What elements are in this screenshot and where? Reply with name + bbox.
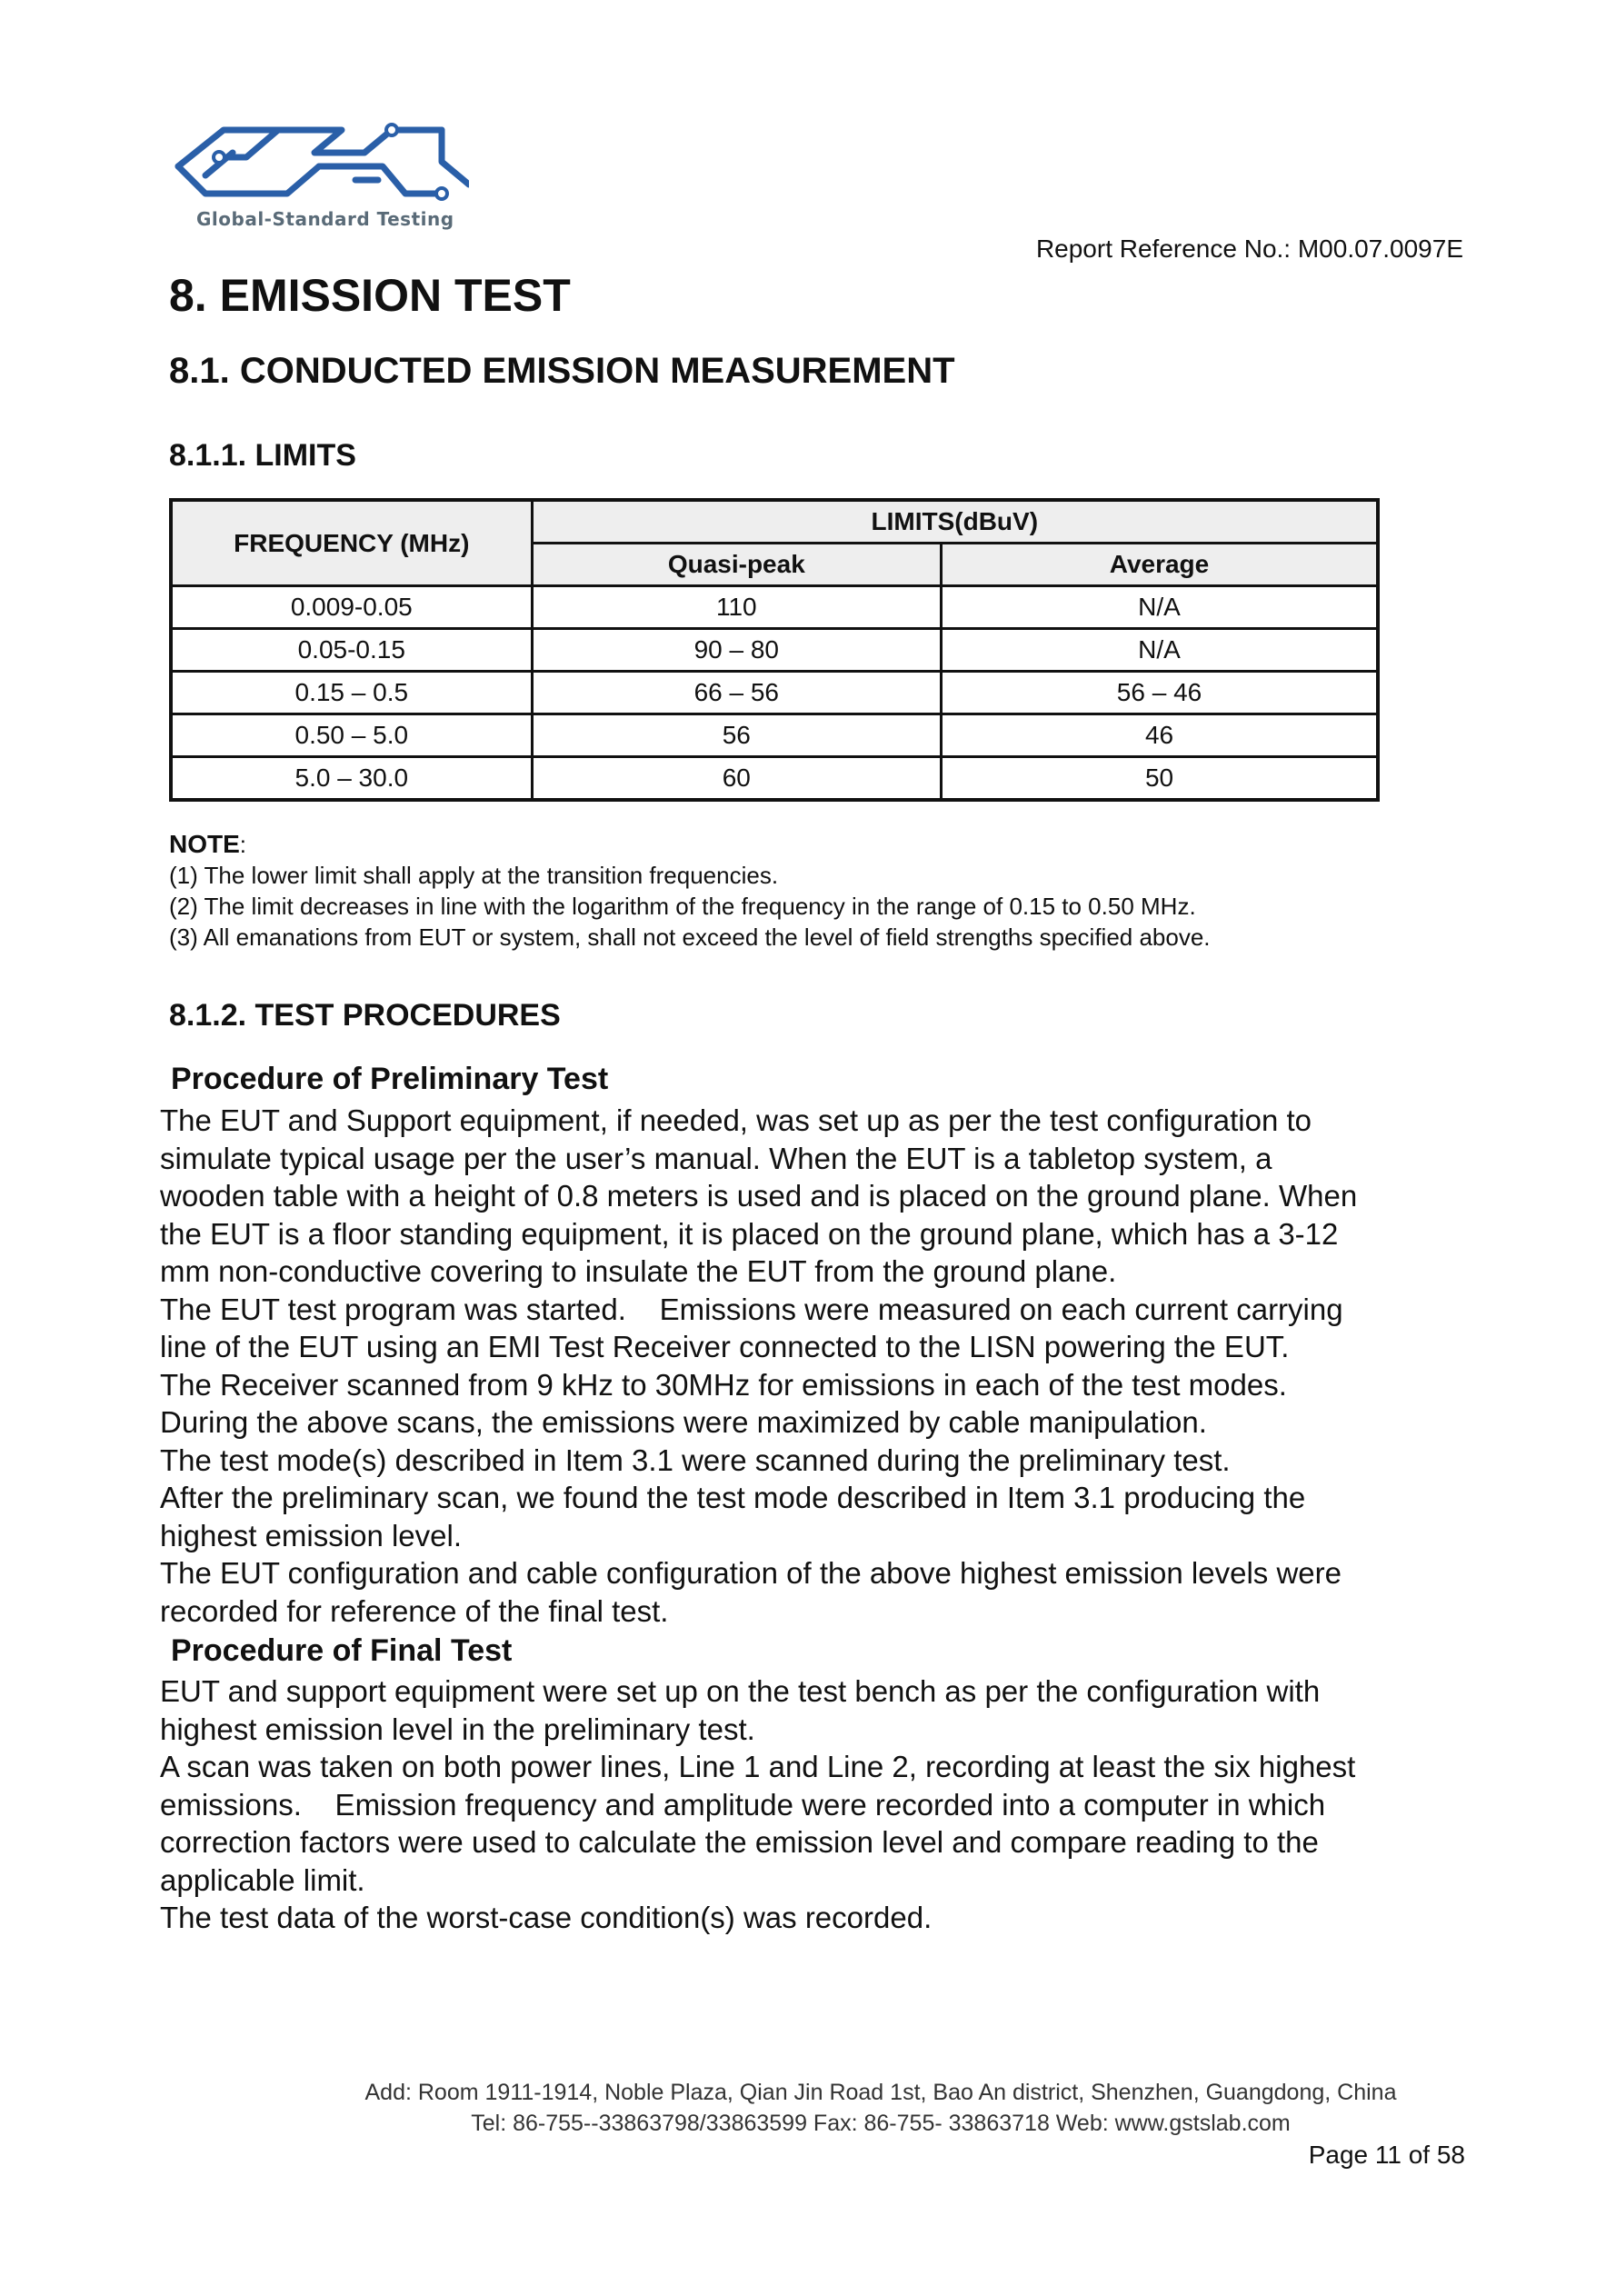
table-row	[171, 672, 1378, 714]
note-block	[169, 829, 1441, 953]
average-cell: N/A	[942, 586, 1378, 629]
paragraph-line: applicable limit.	[160, 1862, 365, 1897]
company-logo	[169, 116, 469, 235]
paragraph-line: correction factors were used to calculate the emission level and compare reading to the	[160, 1825, 1319, 1859]
paragraph-line: A scan was taken on both power lines, Line 1 and Line 2, recording at least the six highest	[160, 1750, 1356, 1783]
note-label: NOTE	[169, 830, 240, 858]
average-column-header: Average	[942, 544, 1378, 586]
page-number: Page 11 of 58	[1308, 2141, 1465, 2169]
subsection-title: 8.1. CONDUCTED EMISSION MEASUREMENT	[169, 351, 955, 391]
footer-address: Add: Room 1911-1914, Noble Plaza, Qian Jin Road 1st, Bao An district, Shenzhen, Guangdong, China	[364, 2080, 1397, 2105]
paragraph-line: highest emission level.	[160, 1518, 462, 1552]
quasi-peak-column-header: Quasi-peak	[532, 544, 941, 586]
table-row	[171, 629, 1378, 672]
footer-contact: Tel: 86-755--33863798/33863599 Fax: 86-755- 33863718 Web: www.gstslab.com	[471, 2111, 1291, 2136]
average-cell: 56 – 46	[942, 672, 1378, 714]
limits-heading: 8.1.1. LIMITS	[169, 438, 356, 473]
paragraph-line: emissions. Emission frequency and amplitude were recorded into a computer in which	[160, 1787, 1326, 1822]
report-reference: Report Reference No.: M00.07.0097E	[1035, 235, 1463, 263]
quasi-peak-cell: 110	[532, 586, 941, 629]
paragraph-line: The test mode(s) described in Item 3.1 were scanned during the preliminary test.	[160, 1442, 1231, 1477]
paragraph-line: EUT and support equipment were set up on the test bench as per the configuration with	[160, 1674, 1321, 1708]
limits-table	[169, 498, 1380, 802]
paragraph-line: During the above scans, the emissions were maximized by cable manipulation.	[160, 1405, 1207, 1439]
average-cell: N/A	[942, 629, 1378, 672]
table-row	[171, 586, 1378, 629]
note-item: (3) All emanations from EUT or system, shall not exceed the level of field strengths specified above.	[169, 923, 1211, 951]
quasi-peak-cell: 56	[532, 714, 941, 757]
paragraph-line: The EUT configuration and cable configuration of the above highest emission levels were	[160, 1556, 1342, 1590]
frequency-cell: 0.15 – 0.5	[171, 672, 532, 714]
average-cell: 46	[942, 714, 1378, 757]
quasi-peak-cell: 66 – 56	[532, 672, 941, 714]
frequency-cell: 0.009-0.05	[171, 586, 532, 629]
quasi-peak-cell: 90 – 80	[532, 629, 941, 672]
quasi-peak-cell: 60	[532, 757, 941, 801]
table-row	[171, 714, 1378, 757]
frequency-cell: 0.50 – 5.0	[171, 714, 532, 757]
frequency-cell: 0.05-0.15	[171, 629, 532, 672]
paragraph-line: The Receiver scanned from 9 kHz to 30MHz for emissions in each of the test modes.	[160, 1367, 1287, 1402]
frequency-cell: 5.0 – 30.0	[171, 757, 532, 801]
note-item: (1) The lower limit shall apply at the transition frequencies.	[169, 862, 779, 889]
paragraph-line: simulate typical usage per the user’s manual. When the EUT is a tabletop system, a	[160, 1141, 1272, 1175]
paragraph-line: The test data of the worst-case condition(s) was recorded.	[160, 1901, 933, 1934]
paragraph-line: wooden table with a height of 0.8 meters is used and is placed on the ground plane. When	[160, 1179, 1358, 1213]
paragraph-line: The EUT and Support equipment, if needed, was set up as per the test configuration to	[160, 1103, 1312, 1137]
paragraph-line: highest emission level in the preliminary test.	[160, 1712, 755, 1746]
logo-tagline: Global-Standard Testing	[196, 208, 454, 230]
table-row	[171, 757, 1378, 801]
paragraph-line: mm non-conductive covering to insulate the EUT from the ground plane.	[160, 1254, 1117, 1288]
final-test-paragraph	[160, 1672, 1469, 1937]
procedures-heading: 8.1.2. TEST PROCEDURES	[169, 998, 561, 1033]
average-cell: 50	[942, 757, 1378, 801]
paragraph-line: the EUT is a floor standing equipment, it is placed on the ground plane, which has a 3-12	[160, 1216, 1339, 1251]
gst-logo-icon	[169, 116, 469, 212]
note-item: (2) The limit decreases in line with the logarithm of the frequency in the range of 0.15 to 0.50 MHz.	[169, 893, 1196, 920]
paragraph-line: The EUT test program was started. Emissions were measured on each current carrying	[160, 1292, 1343, 1326]
paragraph-line: recorded for reference of the final test.	[160, 1593, 669, 1628]
preliminary-test-title: Procedure of Preliminary Test	[171, 1062, 609, 1096]
paragraph-line: After the preliminary scan, we found the test mode described in Item 3.1 producing the	[160, 1481, 1306, 1514]
note-colon: :	[239, 831, 247, 858]
preliminary-test-paragraph	[160, 1102, 1469, 1630]
table-header-row	[171, 500, 1378, 544]
limits-column-header: LIMITS(dBuV)	[532, 500, 1378, 544]
paragraph-line: line of the EUT using an EMI Test Receiver connected to the LISN powering the EUT.	[160, 1330, 1290, 1363]
section-title: 8. EMISSION TEST	[169, 270, 571, 321]
frequency-column-header: FREQUENCY (MHz)	[171, 500, 532, 586]
final-test-title: Procedure of Final Test	[171, 1633, 513, 1668]
